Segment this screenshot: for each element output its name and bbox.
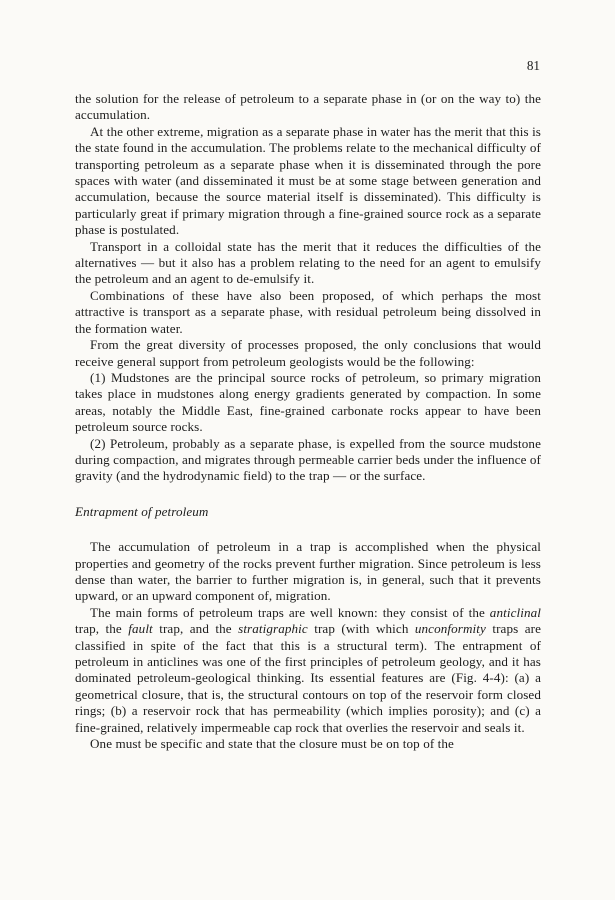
text-run: (2) Petroleum, probably as a separate phase, is expelled from the source mudstone during compaction, and migrates through permeable carrier beds under the influence of gravity (and the hydrodynamic field) to the trap — or the surface. <box>75 435 541 484</box>
section-heading <box>75 504 541 520</box>
paragraph <box>75 337 541 370</box>
text-run: (1) Mudstones are the principal source rocks of petroleum, so primary migration takes place in mudstones along energy gradients generated by compaction. In some areas, notably the Middle East, fine-grained carbonate rocks appear to have been petroleum source rocks. <box>75 369 541 435</box>
paragraph <box>75 539 541 605</box>
italic-text: unconformity <box>414 621 486 637</box>
italic-text: stratigraphic <box>238 621 308 637</box>
text-run: the solution for the release of petroleum to a separate phase in (or on the way to) the accumulation. <box>75 91 541 123</box>
paragraph <box>75 605 541 736</box>
italic-text: fault <box>128 621 153 637</box>
text-run: trap (with which <box>307 621 415 637</box>
paragraph <box>75 124 541 239</box>
paragraph <box>75 288 541 337</box>
page-body <box>75 91 541 752</box>
text-run: trap, and the <box>152 621 239 637</box>
italic-text: anticlinal <box>489 604 541 620</box>
paragraph <box>75 736 541 752</box>
page-number: 81 <box>526 58 540 73</box>
text-run: At the other extreme, migration as a separate phase in water has the merit that this is the state found in the accumulation. The problems relate to the mechanical difficulty of transporting petroleum as a separate phase when it is disseminated through the pore spaces with water (and disseminated it must be at some stage between generation and accumulation, because the source material itself is disseminated). This difficulty is particularly great if primary migration through a fine-grained source rock as a separate phase is postulated. <box>75 123 541 238</box>
text-run: From the great diversity of processes proposed, the only conclusions that would receive general support from petroleum geologists would be the following: <box>75 337 541 369</box>
text-run: trap, the <box>75 621 129 637</box>
paragraph <box>75 91 541 124</box>
text-run: One must be specific and state that the closure must be on top of the <box>90 736 454 752</box>
text-run: The accumulation of petroleum in a trap is accomplished when the physical properties and geometry of the rocks prevent further migration. Since petroleum is less dense than water, the barrier to further migration is, in general, such that it prevents upward, or an upward component of, migration. <box>75 539 541 604</box>
paragraph <box>75 370 541 436</box>
text-run: Transport in a colloidal state has the merit that it reduces the difficulties of the alternatives — but it also has a problem relating to the need for an agent to emulsify the petroleum and an agent to de-emulsify it. <box>75 238 541 287</box>
paragraph <box>75 239 541 288</box>
text-run: traps are classified in spite of the fact that this is a structural term). The entrapment of petroleum in anticlines was one of the first principles of petroleum geology, and it has dominated petroleum-geological thinking. Its essential features are (Fig. 4-4): (a) a geometrical closure, that is, the structural contours on top of the reservoir form closed rings; (b) a reservoir rock that has permeability (which implies porosity); and (c) a fine-grained, relatively impermeable cap rock that overlies the reservoir and seals it. <box>75 621 541 735</box>
text-run: Combinations of these have also been proposed, of which perhaps the most attractive is transport as a separate phase, with residual petroleum being dissolved in the formation water. <box>75 287 541 336</box>
paragraph <box>75 436 541 485</box>
italic-text: Entrapment of petroleum <box>75 503 209 519</box>
text-run: The main forms of petroleum traps are well known: they consist of the <box>90 604 490 620</box>
